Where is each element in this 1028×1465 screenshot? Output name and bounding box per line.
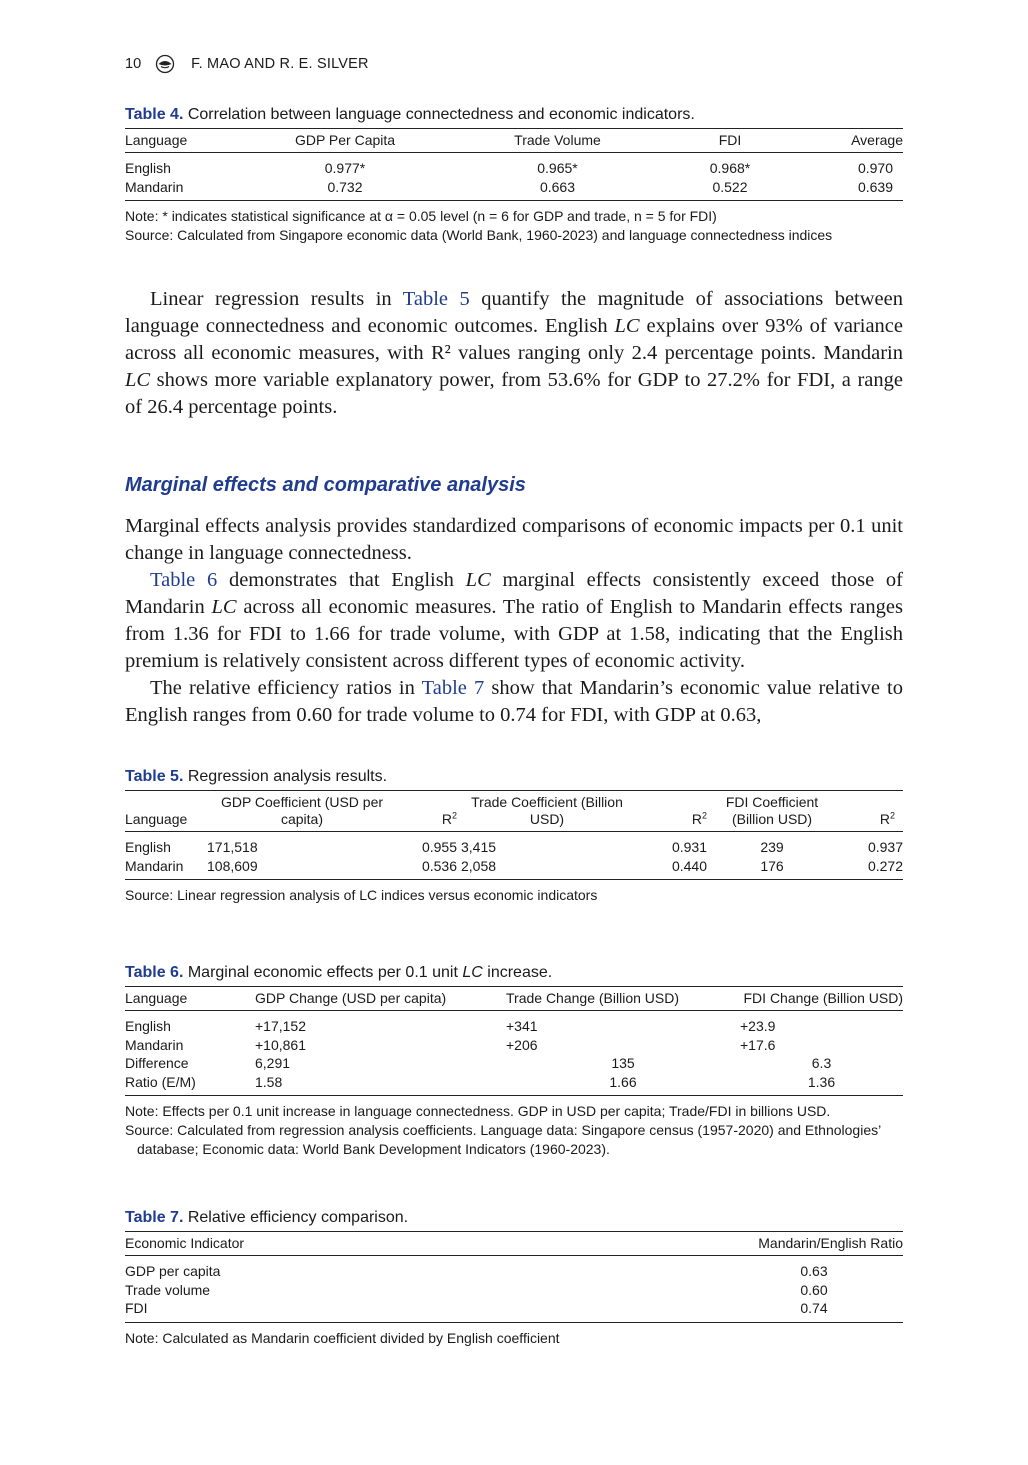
- table-7-caption: [125, 1209, 903, 1227]
- column-header: [637, 791, 707, 832]
- lc-term: LC: [462, 964, 483, 981]
- superscript: 2: [451, 810, 457, 821]
- table-cell: Mandarin: [125, 857, 207, 880]
- text-run: explains over 93% of variance across all economic measures, with R² values ranging only 2.4 percentage points. Mandarin: [125, 315, 903, 364]
- text-run: Marginal economic effects per 0.1 unit: [187, 964, 463, 981]
- table-cell: 3,415: [461, 839, 497, 855]
- table-5-link[interactable]: Table 5: [402, 288, 470, 310]
- table-cell: 239: [760, 839, 784, 855]
- column-header: Mandarin/English Ratio: [725, 1232, 903, 1256]
- table-6-notes: [125, 1102, 903, 1159]
- table-row: [125, 153, 903, 178]
- table-cell: +17,152: [255, 1018, 306, 1034]
- column-header: Trade Volume: [435, 129, 680, 153]
- table-4-label: Table 4.: [125, 106, 184, 123]
- table-cell: 0.931: [671, 839, 707, 855]
- text-run: quantify the magnitude of associations between language connectedness and economic outcomes. English: [125, 288, 903, 337]
- table-row: [125, 832, 903, 857]
- table-7-header-row: [125, 1232, 903, 1256]
- table-7-grid: [125, 1231, 903, 1323]
- table-cell: 1.36: [740, 1073, 903, 1096]
- lc-term: LC: [211, 596, 237, 618]
- table-row: [125, 1054, 903, 1073]
- table-7-label: Table 7.: [125, 1209, 184, 1226]
- lc-term: LC: [614, 315, 640, 337]
- table-cell: Difference: [125, 1055, 189, 1071]
- table-5-caption: [125, 768, 903, 786]
- table-5-grid: [125, 790, 903, 880]
- body-paragraph-3: [125, 567, 903, 675]
- table-cell: Mandarin: [125, 1036, 184, 1053]
- table-cell: 0.937: [867, 839, 903, 855]
- section-heading: Marginal effects and comparative analysis: [125, 474, 526, 496]
- table-7-notes: [125, 1329, 903, 1348]
- table-4: [125, 106, 903, 245]
- table-cell: 0.60: [800, 1281, 828, 1298]
- table-row: [125, 1011, 903, 1036]
- table-cell: 108,609: [207, 857, 397, 880]
- table-cell: 0.272: [837, 857, 903, 880]
- table-cell: 0.63: [800, 1263, 828, 1279]
- column-header: FDI Change (Billion USD): [740, 987, 903, 1011]
- table-cell: +206: [506, 1036, 538, 1053]
- running-header-authors: F. MAO AND R. E. SILVER: [191, 56, 369, 72]
- superscript: 2: [701, 810, 707, 821]
- table-4-title: Correlation between language connectedness and economic indicators.: [187, 106, 695, 123]
- table-cell: 0.955: [421, 839, 457, 855]
- table-7-title: Relative efficiency comparison.: [187, 1209, 409, 1226]
- table-6-grid: [125, 986, 903, 1096]
- column-header: Economic Indicator: [125, 1232, 725, 1256]
- table-6-header-row: [125, 987, 903, 1011]
- r-label: R: [441, 811, 452, 827]
- column-header: Trade Coefficient (Billion USD): [457, 791, 637, 832]
- r-label: R: [879, 811, 890, 827]
- table-cell: English: [125, 1018, 171, 1034]
- table-cell: 0.968*: [709, 160, 751, 176]
- body-paragraphs-2-4: [125, 513, 903, 729]
- table-6: [125, 964, 903, 1159]
- table-row: [125, 1299, 903, 1322]
- table-cell: 176: [707, 857, 837, 880]
- table-cell: 2,058: [457, 857, 637, 880]
- running-header: [125, 54, 369, 74]
- table-cell: 0.522: [680, 178, 780, 201]
- table-cell: 0.732: [255, 178, 435, 201]
- column-header: [837, 791, 903, 832]
- table-5-notes: [125, 886, 903, 905]
- lc-term: LC: [125, 369, 151, 391]
- table-4-caption: [125, 106, 903, 124]
- text-run: across all economic measures. The ratio of English to Mandarin effects ranges from 1.36 for FDI to 1.66 for trade volume, with GDP at 1.58, indicating that the English premium is relatively consistent across different types of economic activity.: [125, 596, 903, 672]
- table-4-source: Source: Calculated from Singapore economic data (World Bank, 1960-2023) and language connectedness indices: [125, 227, 833, 243]
- table-cell: +17.6: [740, 1036, 776, 1053]
- column-header: FDI: [680, 129, 780, 153]
- table-row: [125, 1036, 903, 1055]
- table-cell: 0.639: [780, 178, 903, 201]
- table-cell: 171,518: [207, 839, 258, 855]
- table-cell: English: [125, 160, 171, 176]
- table-5-source: Source: Linear regression analysis of LC indices versus economic indicators: [125, 887, 598, 903]
- table-cell: Trade volume: [125, 1281, 211, 1298]
- table-cell: 1.58: [255, 1073, 506, 1096]
- column-header: GDP Coefficient (USD per capita): [207, 791, 397, 832]
- table-4-notes: [125, 207, 903, 245]
- table-cell: FDI: [125, 1299, 725, 1322]
- table-cell: English: [125, 839, 171, 855]
- text-run: demonstrates that English: [217, 569, 466, 591]
- table-cell: 0.965*: [537, 160, 578, 176]
- text-run: The relative efficiency ratios in: [150, 677, 422, 699]
- table-7-note: Note: Calculated as Mandarin coefficient divided by English coefficient: [125, 1329, 560, 1346]
- table-4-grid: [125, 128, 903, 201]
- table-cell: 6.3: [811, 1055, 832, 1071]
- column-header: Trade Change (Billion USD): [506, 987, 740, 1011]
- text-run: Linear regression results in: [150, 288, 403, 310]
- table-5-header-row: [125, 791, 903, 832]
- table-row: [125, 1281, 903, 1300]
- table-cell: 0.74: [725, 1299, 903, 1322]
- table-cell: 0.663: [435, 178, 680, 201]
- column-header: FDI Coefficient (Billion USD): [707, 791, 837, 832]
- lc-term: LC: [465, 569, 491, 591]
- table-row: [125, 1073, 903, 1096]
- column-header: GDP Change (USD per capita): [255, 987, 506, 1011]
- table-6-source: Source: Calculated from regression analysis coefficients. Language data: Singapore census (1957-2020) and Ethnologies’: [125, 1122, 882, 1138]
- publisher-logo-icon: [155, 54, 175, 74]
- text-run: show that Mandarin’s economic value relative to English ranges from 0.60 for trade volume to 0.74 for FDI, with GDP at 0.63,: [125, 677, 903, 726]
- table-cell: Mandarin: [125, 178, 255, 201]
- table-6-link[interactable]: Table 6: [150, 569, 218, 591]
- body-paragraph-4: [125, 675, 903, 729]
- table-5-title: Regression analysis results.: [187, 768, 388, 785]
- table-row: [125, 178, 903, 201]
- table-6-label: Table 6.: [125, 964, 184, 981]
- text-run: increase.: [482, 964, 553, 981]
- table-5: [125, 768, 903, 905]
- table-row: [125, 857, 903, 880]
- column-header: Average: [780, 129, 903, 153]
- body-paragraph-1: [125, 286, 903, 421]
- column-header: [397, 791, 457, 832]
- table-6-note: Note: Effects per 0.1 unit increase in language connectedness. GDP in USD per capita; Trade/FDI in billions USD.: [125, 1103, 831, 1119]
- table-5-label: Table 5.: [125, 768, 184, 785]
- table-7-link[interactable]: Table 7: [421, 677, 485, 699]
- column-header: Language: [125, 129, 255, 153]
- table-cell: Ratio (E/M): [125, 1073, 255, 1096]
- table-cell: 0.536: [397, 857, 457, 880]
- r-label: R: [691, 811, 702, 827]
- column-header: Language: [125, 791, 207, 832]
- column-header: GDP Per Capita: [255, 129, 435, 153]
- table-cell: +23.9: [740, 1018, 776, 1034]
- table-cell: 6,291: [255, 1055, 291, 1071]
- table-cell: 1.66: [506, 1073, 740, 1096]
- table-7: [125, 1209, 903, 1348]
- table-6-caption: [125, 964, 903, 982]
- table-cell: 0.440: [637, 857, 707, 880]
- table-6-title: [188, 964, 552, 981]
- column-header: Language: [125, 987, 255, 1011]
- table-4-note: Note: * indicates statistical significance at α = 0.05 level (n = 6 for GDP and trade, n = 5 for FDI): [125, 208, 717, 224]
- table-cell: 135: [611, 1055, 635, 1071]
- text-run: marginal effects consistently exceed those of Mandarin: [125, 569, 904, 618]
- table-cell: GDP per capita: [125, 1263, 221, 1279]
- table-6-source-cont: database; Economic data: World Bank Development Indicators (1960-2023).: [137, 1141, 610, 1157]
- table-cell: +341: [506, 1018, 538, 1034]
- table-cell: 0.977*: [324, 160, 366, 176]
- text-run: shows more variable explanatory power, from 53.6% for GDP to 27.2% for FDI, a range of 26.4 percentage points.: [125, 369, 903, 418]
- superscript: 2: [889, 810, 895, 821]
- page-number: 10: [125, 56, 142, 72]
- body-paragraph-2: Marginal effects analysis provides standardized comparisons of economic impacts per 0.1 unit change in language connectedness.: [125, 515, 903, 564]
- table-row: [125, 1256, 903, 1281]
- table-cell: +10,861: [255, 1036, 306, 1053]
- table-4-header-row: [125, 129, 903, 153]
- table-cell: 0.970: [857, 160, 893, 176]
